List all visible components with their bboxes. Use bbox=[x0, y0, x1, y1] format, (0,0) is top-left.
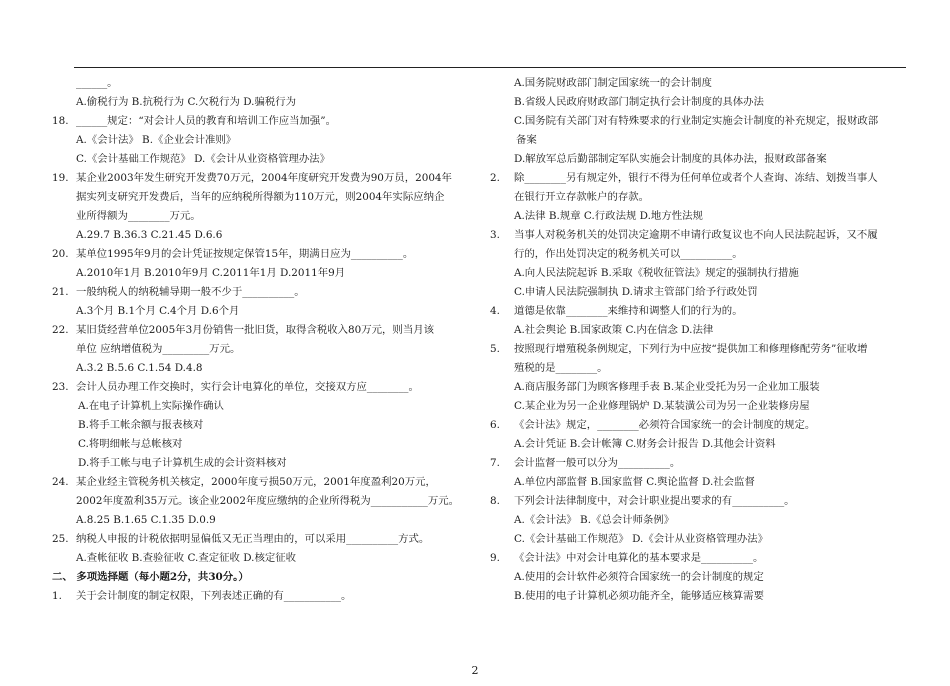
option-line: A.《会计法》 B.《企业会计准则》 bbox=[76, 134, 237, 146]
question-number: 9. bbox=[490, 552, 500, 564]
option-line: B.将手工帐余额与报表核对 bbox=[78, 419, 204, 431]
question-continuation: ______。 bbox=[76, 77, 118, 89]
question-continuation: 2002年度盈利35万元。该企业2002年度应缴纳的企业所得税为___________万元。 bbox=[76, 495, 460, 507]
question-line bbox=[490, 302, 915, 321]
question-line bbox=[490, 416, 915, 435]
question-text: 除________另有规定外，银行不得为任何单位或者个人查询、冻结、划拨当事人 bbox=[514, 172, 878, 184]
question-number: 6. bbox=[490, 419, 500, 431]
question-number: 3. bbox=[490, 229, 500, 241]
option-line: C.将明细帐与总帐核对 bbox=[78, 438, 183, 450]
question-number: 23. bbox=[52, 381, 69, 393]
option-line: A.向人民法院起诉 B.采取《税收征管法》规定的强制执行措施 bbox=[514, 267, 799, 279]
option-line: A.单位内部监督 B.国家监督 C.舆论监督 D.社会监督 bbox=[514, 476, 755, 488]
option-line: A.3个月 B.1个月 C.4个月 D.6个月 bbox=[76, 305, 240, 317]
question-text: 关于会计制度的制定权限，下列表述正确的有___________。 bbox=[76, 590, 352, 602]
question-line bbox=[52, 530, 474, 549]
question-line bbox=[52, 245, 474, 264]
question-text: 会计人员办理工作交换时，实行会计电算化的单位，交接双方应________。 bbox=[76, 381, 419, 393]
question-line bbox=[52, 321, 474, 340]
question-continuation: 据实列支研究开发费后，当年的应纳税所得额为110万元，则2004年实际应纳企 bbox=[76, 191, 445, 203]
option-line: A.8.25 B.1.65 C.1.35 D.0.9 bbox=[76, 514, 216, 526]
option-line: A.社会舆论 B.国家政策 C.内在信念 D.法律 bbox=[514, 324, 714, 336]
option-line: A.商店服务部门为顾客修理手表 B.某企业受托为另一企业加工服装 bbox=[514, 381, 820, 393]
question-number: 18. bbox=[52, 115, 69, 127]
option-line: A.《会计法》 B.《总会计师条例》 bbox=[514, 514, 675, 526]
question-number: 7. bbox=[490, 457, 500, 469]
option-line: B.省级人民政府财政部门制定执行会计制度的具体办法 bbox=[514, 96, 764, 108]
option-line: C.国务院有关部门对有特殊要求的行业制定实施会计制度的补充规定，报财政部 bbox=[514, 115, 879, 127]
option-line: A.29.7 B.36.3 C.21.45 D.6.6 bbox=[76, 229, 223, 241]
option-line: C.《会计基础工作规范》 D.《会计从业资格管理办法》 bbox=[514, 533, 769, 545]
option-line: C.某企业为另一企业修理锅炉 D.某装潢公司为另一企业装修房屋 bbox=[514, 400, 810, 412]
question-text: 某企业2003年发生研究开发费70万元，2004年度研究开发费为90万员，2004年 bbox=[76, 172, 452, 184]
page-number: 2 bbox=[471, 664, 479, 677]
question-text: 按照现行增殖税条例规定，下列行为中应按“提供加工和修理修配劳务”征收增 bbox=[514, 343, 868, 355]
question-number: 5. bbox=[490, 343, 500, 355]
question-text: 某旧货经营单位2005年3月份销售一批旧货，取得含税收入80万元，则当月该 bbox=[76, 324, 434, 336]
question-number: 19. bbox=[52, 172, 69, 184]
question-text: ______规定：“对会计人员的教育和培训工作应当加强”。 bbox=[76, 115, 336, 127]
option-line: A.会计凭证 B.会计帐簿 C.财务会计报告 D.其他会计资料 bbox=[514, 438, 776, 450]
question-text: 一般纳税人的纳税辅导期一般不少于__________。 bbox=[76, 286, 305, 298]
question-line bbox=[52, 169, 474, 188]
question-number: 2. bbox=[490, 172, 500, 184]
option-line: B.使用的电子计算机必须功能齐全，能够适应核算需要 bbox=[514, 590, 764, 602]
question-number: 25. bbox=[52, 533, 69, 545]
question-number: 8. bbox=[490, 495, 500, 507]
question-number: 21. bbox=[52, 286, 69, 298]
option-line: A.使用的会计软件必须符合国家统一的会计制度的规定 bbox=[514, 571, 764, 583]
question-text: 某单位1995年9月的会计凭证按规定保管15年，期满日应为__________。 bbox=[76, 248, 414, 260]
question-number: 20. bbox=[52, 248, 69, 260]
right-column bbox=[490, 74, 915, 606]
option-line: 备案 bbox=[516, 134, 537, 146]
question-text: 会计监督一般可以分为__________。 bbox=[514, 457, 681, 469]
question-line bbox=[490, 549, 915, 568]
question-text: 当事人对税务机关的处罚决定逾期不申请行政复议也不向人民法院起诉，又不履 bbox=[514, 229, 878, 241]
option-line: A.2010年1月 B.2010年9月 C.2011年1月 D.2011年9月 bbox=[76, 267, 346, 279]
question-continuation: 殖税的是________。 bbox=[514, 362, 608, 374]
question-line bbox=[490, 492, 915, 511]
question-number: 4. bbox=[490, 305, 500, 317]
option-line: C.《会计基础工作规范》 D.《会计从业资格管理办法》 bbox=[76, 153, 331, 165]
question-text: 某企业经主管税务机关核定，2000年度亏损50万元，2001年度盈利20万元， bbox=[76, 476, 436, 488]
question-text: 《会计法》中对会计电算化的基本要求是__________。 bbox=[514, 552, 764, 564]
question-line bbox=[490, 226, 915, 245]
option-line: D.解放军总后勤部制定军队实施会计制度的具体办法，报财政部备案 bbox=[514, 153, 827, 165]
option-line: A.在电子计算机上实际操作确认 bbox=[78, 400, 224, 412]
question-line bbox=[490, 169, 915, 188]
question-line bbox=[490, 340, 915, 359]
question-continuation: 单位 应纳增值税为_________万元。 bbox=[76, 343, 241, 355]
option-line: A.法律 B.规章 C.行政法规 D.地方性法规 bbox=[514, 210, 703, 222]
left-column bbox=[52, 74, 474, 606]
question-continuation: 在银行开立存款帐户的存款。 bbox=[514, 191, 650, 203]
question-text: 《会计法》规定，________必须符合国家统一的会计制度的规定。 bbox=[514, 419, 816, 431]
question-text: 下列会计法律制度中，对会计职业提出要求的有__________。 bbox=[514, 495, 795, 507]
question-continuation: 行的，作出处罚决定的税务机关可以__________。 bbox=[514, 248, 743, 260]
option-line: A.国务院财政部门制定国家统一的会计制度 bbox=[514, 77, 712, 89]
question-line bbox=[52, 378, 474, 397]
question-text: 纳税人申报的计税依据明显偏低又无正当理由的，可以采用__________方式。 bbox=[76, 533, 430, 545]
question-line bbox=[52, 587, 474, 606]
question-number: 24. bbox=[52, 476, 69, 488]
question-continuation: 业所得额为________万元。 bbox=[76, 210, 201, 222]
header-rule bbox=[74, 67, 906, 68]
option-line: C.申请人民法院强制执 D.请求主管部门给予行政处罚 bbox=[514, 286, 758, 298]
option-line: A.查帐征收 B.查验征收 C.查定征收 D.核定征收 bbox=[76, 552, 297, 564]
question-number: 1. bbox=[52, 590, 62, 602]
question-line bbox=[52, 473, 474, 492]
option-line: A.偷税行为 B.抗税行为 C.欠税行为 D.骗税行为 bbox=[76, 96, 297, 108]
question-line bbox=[490, 454, 915, 473]
section-heading: 二、 多项选择题（每小题2分，共30分。） bbox=[52, 571, 249, 583]
option-line: A.3.2 B.5.6 C.1.54 D.4.8 bbox=[76, 362, 203, 374]
option-line: D.将手工帐与电子计算机生成的会计资料核对 bbox=[78, 457, 287, 469]
question-text: 道德是依靠________来维持和调整人们的行为的。 bbox=[514, 305, 743, 317]
question-line bbox=[52, 283, 474, 302]
question-line bbox=[52, 112, 474, 131]
question-number: 22. bbox=[52, 324, 69, 336]
